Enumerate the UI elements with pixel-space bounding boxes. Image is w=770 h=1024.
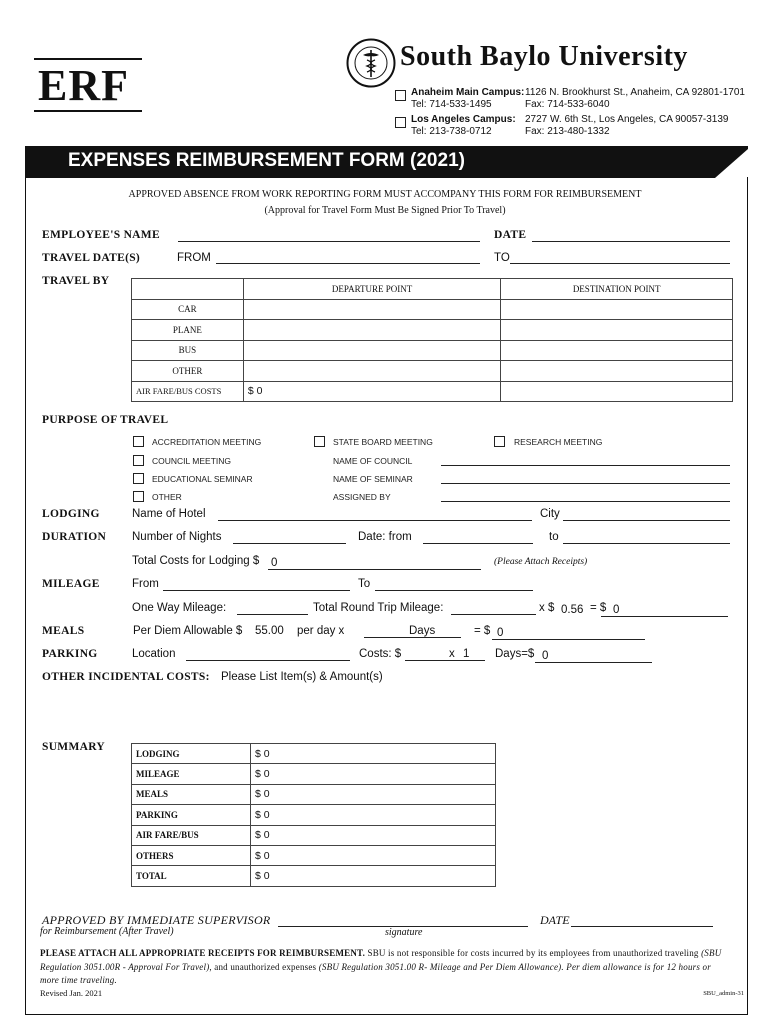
summary-mileage-label: MILEAGE [132,764,251,784]
summary-value: 0 [263,849,270,862]
parking-x-value[interactable]: 1 [463,648,470,660]
assigned-by-label: ASSIGNED BY [333,492,391,502]
receipts-note: (Please Attach Receipts) [494,557,588,567]
summary-lodging-label: LODGING [132,744,251,764]
summary-value: 0 [263,829,270,842]
footer-note [40,947,730,988]
per-day-label: per day x [297,625,345,637]
form-id-code: SBU_admin-31 [703,990,744,997]
table-row [132,784,496,804]
bus-departure-cell[interactable] [243,340,501,361]
summary-parking-value[interactable] [251,805,496,825]
meals-eq: = $ [474,625,491,637]
mileage-from-label: From [132,578,159,590]
travel-dates-label: TRAVEL DATE(S) [42,252,141,264]
travel-from-label: FROM [177,252,211,264]
employee-name-label: EMPLOYEE'S NAME [42,229,160,241]
lodging-total-label: Total Costs for Lodging $ [132,555,260,567]
airfare-value-cell[interactable] [243,381,501,402]
campus-anaheim-fax: Fax: 714-533-6040 [525,99,610,110]
council-checkbox[interactable] [133,455,144,466]
parking-x-label: x [449,648,455,660]
lodging-label: LODGING [42,508,100,520]
campus-anaheim-address: 1126 N. Brookhurst St., Anaheim, CA 92801-1701 [525,87,745,98]
city-field[interactable] [563,520,730,521]
table-row [132,805,496,825]
state-board-label: STATE BOARD MEETING [333,437,433,447]
car-departure-cell[interactable] [243,299,501,320]
form-code-bottom-rule [34,110,142,112]
summary-others-label: OTHERS [132,845,251,865]
date-from-label: Date: from [358,531,412,543]
travel-by-label: TRAVEL BY [42,275,110,287]
table-row [132,866,496,886]
state-board-checkbox[interactable] [314,436,325,447]
campus-la-name: Los Angeles Campus: [411,114,516,125]
airfare-currency: $ [247,385,254,398]
summary-airfare-label: AIR FARE/BUS [132,825,251,845]
approval-date-label: DATE [540,913,570,927]
summary-value: 0 [263,808,270,821]
meals-label: MEALS [42,625,85,637]
per-diem-label: Per Diem Allowable $ [133,625,243,637]
mileage-rate-value: 0.56 [561,604,584,616]
parking-location-field[interactable] [186,660,350,661]
parking-total-field[interactable] [535,662,652,663]
date-label: DATE [494,229,527,241]
signature-caption: signature [385,927,423,938]
mileage-to-label: To [358,578,371,590]
footer-italic-2: (SBU Regulation 3051.00 R- Mileage and Per Diem Allowance). Per diem allowance is for 12 hours or more time traveling. [40,961,711,985]
airfare-label: AIR FARE/BUS COSTS [132,381,244,402]
summary-meals-value[interactable] [251,784,496,804]
form-code: ERF [38,61,129,110]
mileage-label: MILEAGE [42,578,100,590]
campus-anaheim-checkbox[interactable] [395,90,406,101]
mileage-total-value[interactable]: 0 [613,604,620,616]
footer-italic-1: (SBU Regulation 3051.00R - Approval For Travel) [40,948,722,972]
revised-date: Revised Jan. 2021 [40,988,103,998]
plane-destination-cell[interactable] [501,320,733,341]
date-to-label: to [549,531,559,543]
footer-bold: PLEASE ATTACH ALL APPROPRIATE RECEIPTS FOR REIMBURSEMENT. [40,948,366,958]
currency-sign: $ [255,768,261,781]
parking-days-label: Days=$ [495,648,535,660]
days-field[interactable] [364,637,461,638]
footer-text-2: , and unauthorized expenses [209,961,319,972]
meals-total-value[interactable]: 0 [497,627,504,639]
summary-value: 0 [263,870,270,883]
summary-mileage-value[interactable] [251,764,496,784]
departure-header: DEPARTURE POINT [243,279,501,300]
meals-total-field[interactable] [492,639,645,640]
table-row [132,845,496,865]
other-departure-cell[interactable] [243,361,501,382]
campus-la-tel: Tel: 213-738-0712 [411,126,492,137]
mileage-rate-prefix: x $ [539,602,555,614]
row-plane-label: PLANE [132,320,244,341]
campus-anaheim-name: Anaheim Main Campus: [411,87,525,98]
notice-line-1: APPROVED ABSENCE FROM WORK REPORTING FORM MUST ACCOMPANY THIS FORM FOR REIMBURSEMENT [128,189,642,200]
seminar-label: EDUCATIONAL SEMINAR [152,474,253,484]
campus-la-address: 2727 W. 6th St., Los Angeles, CA 90057-3139 [525,114,729,125]
currency-sign: $ [255,849,261,862]
mileage-from-field[interactable] [163,590,350,591]
other-checkbox[interactable] [133,491,144,502]
mileage-eq: = $ [590,602,607,614]
date-from-field[interactable] [423,543,533,544]
university-seal-icon [346,38,396,88]
employee-name-field[interactable] [178,241,480,242]
round-trip-field[interactable] [451,614,536,615]
seminar-checkbox[interactable] [133,473,144,484]
currency-sign: $ [255,808,261,821]
hotel-label: Name of Hotel [132,508,206,520]
other-costs-hint: Please List Item(s) & Amount(s) [221,671,383,683]
research-checkbox[interactable] [494,436,505,447]
round-trip-label: Total Round Trip Mileage: [313,602,444,614]
table-corner [132,279,244,300]
summary-airfare-value[interactable] [251,825,496,845]
summary-meals-label: MEALS [132,784,251,804]
summary-lodging-value[interactable] [251,744,496,764]
lodging-total-value[interactable]: 0 [271,557,278,569]
per-diem-value: 55.00 [255,625,284,637]
notice-line-2: (Approval for Travel Form Must Be Signed Prior To Travel) [264,205,506,216]
campus-la-fax: Fax: 213-480-1332 [525,126,610,137]
city-label: City [540,508,560,520]
duration-label: DURATION [42,531,107,543]
currency-sign: $ [255,747,261,760]
date-to-field[interactable] [563,543,730,544]
footer-text-1: SBU is not responsible for costs incurred by its employees from unauthorized traveling [365,948,702,958]
currency-sign: $ [255,870,261,883]
assigned-by-field[interactable] [441,501,730,502]
approval-sub: for Reimbursement (After Travel) [40,926,174,937]
accreditation-label: ACCREDITATION MEETING [152,437,262,447]
summary-others-value[interactable] [251,845,496,865]
campus-la-checkbox[interactable] [395,117,406,128]
one-way-label: One Way Mileage: [132,602,227,614]
date-field[interactable] [532,241,730,242]
summary-value: 0 [263,768,270,781]
other-label: OTHER [152,492,182,502]
name-of-council-field[interactable] [441,465,730,466]
row-car-label: CAR [132,299,244,320]
summary-total-label: TOTAL [132,866,251,886]
purpose-label: PURPOSE OF TRAVEL [42,414,169,426]
row-bus-label: BUS [132,340,244,361]
table-row [132,825,496,845]
campus-anaheim-tel: Tel: 714-533-1495 [411,99,492,110]
mileage-total-field[interactable] [601,616,728,617]
bus-destination-cell[interactable] [501,340,733,361]
destination-header: DESTINATION POINT [501,279,733,300]
airfare-empty-cell [501,381,733,402]
name-of-seminar-field[interactable] [441,483,730,484]
summary-value: 0 [263,788,270,801]
page-title: EXPENSES REIMBURSEMENT FORM (2021) [68,150,465,171]
table-row [132,744,496,764]
travel-by-table [131,278,733,402]
research-label: RESEARCH MEETING [514,437,603,447]
travel-to-label: TO [494,252,510,264]
summary-table [131,743,496,887]
other-costs-label: OTHER INCIDENTAL COSTS: [42,671,210,683]
other-destination-cell[interactable] [501,361,733,382]
approval-date-field[interactable] [571,926,713,927]
summary-total-value[interactable] [251,866,496,886]
council-label: COUNCIL MEETING [152,456,232,466]
hotel-field[interactable] [218,520,532,521]
name-of-seminar-label: NAME OF SEMINAR [333,474,413,484]
table-row [132,764,496,784]
approval-label: APPROVED BY IMMEDIATE SUPERVISOR [42,913,271,927]
parking-costs-field[interactable] [405,660,485,661]
currency-sign: $ [255,829,261,842]
nights-field[interactable] [233,543,346,544]
university-name: South Baylo University [400,41,688,72]
car-destination-cell[interactable] [501,299,733,320]
parking-total-value[interactable]: 0 [542,650,549,662]
one-way-field[interactable] [237,614,308,615]
parking-location-label: Location [132,648,176,660]
nights-label: Number of Nights [132,531,222,543]
row-other-label: OTHER [132,361,244,382]
days-label: Days [409,625,436,637]
travel-from-field[interactable] [216,263,480,264]
mileage-to-field[interactable] [375,590,533,591]
name-of-council-label: NAME OF COUNCIL [333,456,413,466]
parking-costs-label: Costs: $ [359,648,402,660]
parking-label: PARKING [42,648,98,660]
lodging-total-field[interactable] [268,569,481,570]
summary-parking-label: PARKING [132,805,251,825]
summary-label: SUMMARY [42,741,106,753]
currency-sign: $ [255,788,261,801]
airfare-value: 0 [256,385,263,398]
summary-value: 0 [263,747,270,760]
accreditation-checkbox[interactable] [133,436,144,447]
plane-departure-cell[interactable] [243,320,501,341]
travel-to-field[interactable] [510,263,730,264]
